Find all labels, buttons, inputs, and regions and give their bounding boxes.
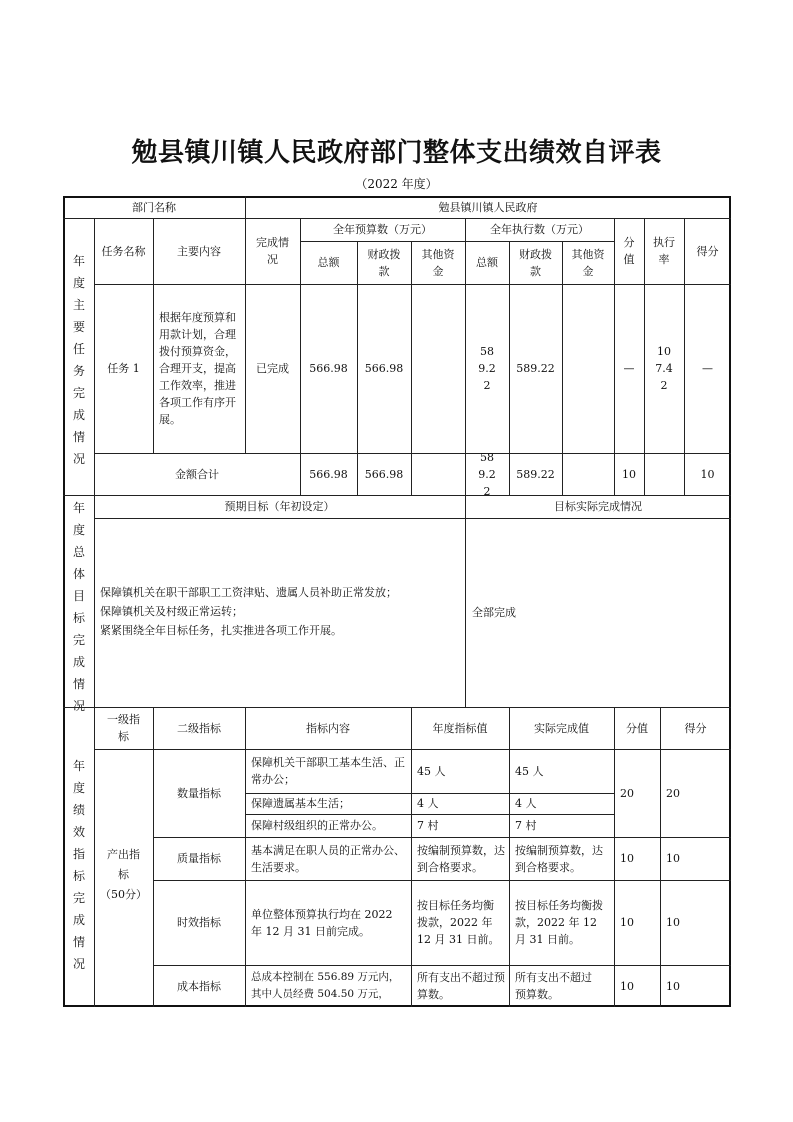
header-budget-total: 总额	[317, 256, 340, 269]
quality-target: 按编制预算数，达到合格要求。	[417, 843, 505, 874]
quantity-content-2: 保障遗属基本生活；	[251, 797, 350, 810]
timeliness-score: 10	[666, 916, 680, 929]
header-score-value-3: 分值	[626, 721, 648, 735]
task-budget-other	[411, 284, 465, 453]
task-budget-fiscal: 566.98	[364, 362, 404, 375]
header-level2: 二级指标	[177, 721, 221, 735]
actual-completion: 全部完成	[472, 606, 516, 619]
output-points: （50分）	[100, 888, 147, 901]
header-status: 完成情况	[256, 236, 289, 266]
task-budget-total: 566.98	[309, 362, 348, 375]
quantity-actual-3: 7 村	[515, 819, 537, 832]
quantity-label: 数量指标	[177, 786, 221, 800]
quantity-content-1: 保障机关干部职工基本生活、正常办公；	[251, 756, 405, 786]
cost-actual: 所有支出不超过预算数。	[515, 971, 592, 1001]
cost-content: 总成本控制在 556.89 万元内，其中人员经费 504.50 万元，	[251, 971, 400, 1000]
total-budget-fiscal: 566.98	[364, 467, 404, 481]
quantity-target-2: 4 人	[417, 797, 439, 810]
quantity-score: 20	[666, 786, 680, 800]
header-budget-other: 其他资金	[421, 247, 455, 278]
quality-actual: 按编制预算数，达到合格要求。	[515, 843, 603, 874]
header-main-content: 主要内容	[177, 244, 221, 258]
header-exec-rate: 执行率	[653, 236, 675, 266]
task-status: 已完成	[256, 362, 289, 375]
quality-label: 质量指标	[177, 852, 221, 865]
task-score: —	[702, 362, 713, 375]
timeliness-actual: 按目标任务均衡拨款，2022 年 12 月 31 日前。	[515, 899, 603, 946]
cost-score-value: 10	[620, 979, 634, 993]
timeliness-score-value: 10	[620, 916, 634, 929]
quantity-actual-2: 4 人	[515, 797, 537, 810]
header-actual: 实际完成值	[534, 721, 589, 735]
output-indicator	[94, 845, 153, 905]
dept-value: 勉县镇川镇人民政府	[438, 200, 538, 214]
timeliness-content: 单位整体预算执行均在 2022 年 12 月 31 日前完成。	[251, 907, 393, 938]
expected-goals	[100, 583, 460, 640]
header-score: 得分	[696, 244, 719, 258]
expected-header: 预期目标（年初设定）	[224, 500, 335, 513]
timeliness-label: 时效指标	[177, 916, 221, 929]
total-budget-total: 566.98	[309, 467, 348, 481]
header-budget-fiscal: 财政拨款	[367, 247, 401, 278]
header-content: 指标内容	[306, 721, 350, 735]
section1-side-label: 年度主要任务完成情况	[72, 254, 85, 466]
actual-header: 目标实际完成情况	[554, 500, 642, 513]
header-score-3: 得分	[684, 721, 707, 735]
header-target: 年度指标值	[432, 721, 488, 735]
header-budget: 全年预算数（万元）	[333, 223, 432, 236]
section2-side-label: 年度总体目标完成情况	[72, 501, 85, 713]
section3-side-label: 年度绩效指标完成情况	[72, 759, 85, 971]
quantity-target-1: 45 人	[417, 764, 446, 778]
year-subtitle: （2022 年度）	[355, 177, 438, 191]
timeliness-target: 按目标任务均衡拨款，2022 年 12 月 31 日前。	[417, 899, 500, 946]
header-score-value: 分值	[623, 236, 635, 266]
quantity-score-value: 20	[620, 786, 634, 800]
quantity-content-3: 保障村级组织的正常办公。	[251, 819, 383, 832]
header-exec-fiscal: 财政拨款	[519, 247, 552, 278]
total-label: 金额合计	[175, 467, 219, 481]
task-exec-fiscal: 589.22	[516, 362, 555, 375]
total-exec-fiscal: 589.22	[516, 467, 555, 481]
dept-label: 部门名称	[132, 200, 176, 214]
header-level1: 一级指标	[107, 713, 140, 743]
quantity-target-3: 7 村	[417, 819, 439, 832]
header-task-name: 任务名称	[101, 244, 146, 258]
quantity-actual-1: 45 人	[515, 764, 544, 778]
expected-goal-line: 紧紧围绕全年目标任务，扎实推进各项工作开展。	[100, 624, 342, 637]
output-label: 产出指标	[107, 848, 140, 881]
header-exec-total: 总额	[476, 256, 498, 269]
task-main-content: 根据年度预算和用款计划，合理拨付预算资金，合理开支，提高工作效率，推进各项工作有序开展。	[159, 311, 236, 426]
task-score-value: —	[623, 362, 635, 375]
total-exec-total: 589.22	[478, 450, 496, 498]
quality-content: 基本满足在职人员的正常办公、生活要求。	[251, 843, 405, 874]
page-title: 勉县镇川镇人民政府部门整体支出绩效自评表	[131, 138, 662, 168]
task-exec-rate: 107.42	[655, 345, 673, 392]
cost-target: 所有支出不超过预算数。	[417, 971, 505, 1001]
task-exec-other	[562, 284, 614, 453]
quality-score-value: 10	[620, 852, 634, 865]
expected-goal-line: 保障镇机关在职干部职工工资津贴、遗属人员补助正常发放；	[100, 586, 397, 599]
header-execution: 全年执行数（万元）	[490, 223, 589, 236]
cost-score: 10	[666, 979, 680, 993]
expected-goal-line: 保障镇机关及村级正常运转；	[100, 605, 243, 618]
total-score: 10	[700, 467, 715, 481]
cost-label: 成本指标	[177, 979, 221, 993]
total-score-value: 10	[622, 467, 636, 481]
header-exec-other: 其他资金	[571, 247, 605, 278]
task-name: 任务 1	[107, 362, 140, 375]
quality-score: 10	[666, 852, 680, 865]
task-exec-total: 589.22	[478, 345, 496, 392]
